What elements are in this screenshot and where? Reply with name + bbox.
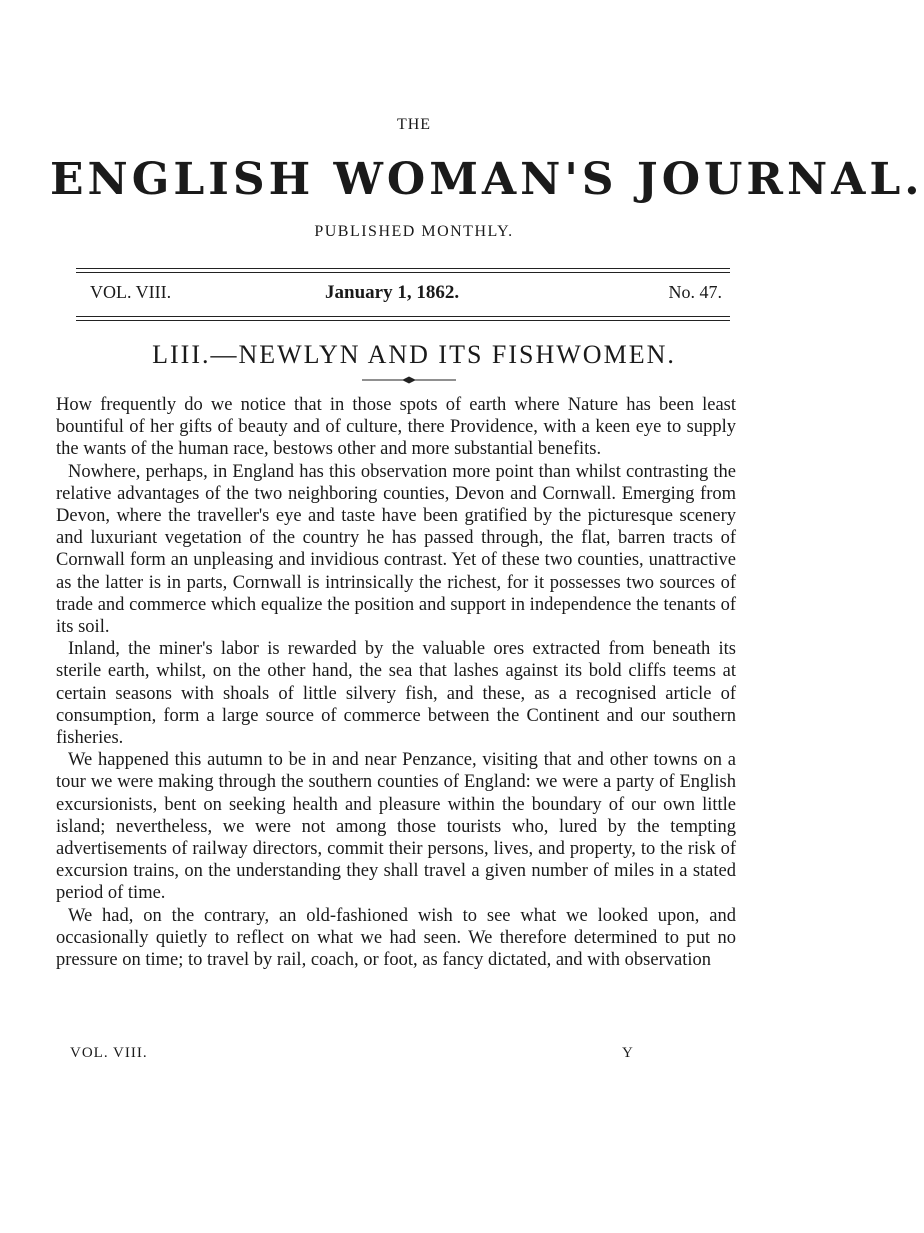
paragraph: Inland, the miner's labor is rewarded by the valuable ores extracted from beneath its sterile earth, whilst, on the other hand, the sea that lashes against its bold cliffs teems at certain seasons with shoals of little silvery fish, and these, as a recognised article of consumption, form a large source of commerce between the Continent and our southern fisheries. bbox=[56, 639, 736, 749]
page-footer bbox=[70, 1045, 670, 1067]
publication-frequency: PUBLISHED MONTHLY. bbox=[314, 223, 514, 240]
paragraph: We happened this autumn to be in and near Penzance, visiting that and other towns on a tour we were making through the southern counties of England: we were a party of English excursionists, bent on seeking health and pleasure within the boundary of our own little island; nevertheless, we were not among those tourists who, lured by the tempting advertisements of railway directors, commit their persons, lives, and property, to the risk of excursion trains, on the understanding they shall travel a given number of miles in a stated period of time. bbox=[56, 750, 736, 904]
title-ornament bbox=[362, 376, 456, 384]
signature-mark: Y bbox=[622, 1045, 634, 1061]
article-title: LIII.—NEWLYN AND ITS FISHWOMEN. bbox=[152, 340, 676, 369]
top-rule-outer bbox=[76, 268, 730, 269]
paragraph: We had, on the contrary, an old-fashioned wish to see what we looked upon, and occasionally quietly to reflect on what we had seen. We therefore determined to put no pressure on time; to travel by rail, coach, or foot, as fancy dictated, and with observation bbox=[56, 905, 736, 971]
issue-info-row bbox=[90, 282, 730, 308]
footer-volume: VOL. VIII. bbox=[70, 1045, 148, 1061]
issue-number: No. 47. bbox=[668, 282, 722, 302]
bottom-rule-outer bbox=[76, 320, 730, 321]
issue-date: January 1, 1862. bbox=[325, 282, 460, 303]
journal-title: ENGLISH WOMAN'S JOURNAL. bbox=[50, 154, 924, 205]
top-rule-inner bbox=[76, 272, 730, 273]
paragraph: Nowhere, perhaps, in England has this observation more point than whilst contrasting the relative advantages of the two neighboring counties, Devon and Cornwall. Emerging from Devon, where the traveller's eye and taste have been gratified by the picturesque scenery and luxuriant vegetation of the country he has passed through, the flat, barren tracts of Cornwall form an unpleasing and invidious contrast. Yet of these two counties, unattractive as the latter is in parts, Cornwall is intrinsically the richest, for it possesses two sources of trade and commerce which equalize the position and support in independence the tenants of its soil. bbox=[56, 461, 736, 638]
article-body bbox=[56, 394, 736, 971]
volume-label: VOL. VIII. bbox=[90, 282, 172, 302]
bottom-rule-inner bbox=[76, 316, 730, 317]
paragraph: How frequently do we notice that in those spots of earth where Nature has been least bountiful of her gifts of beauty and of culture, there Providence, with a keen eye to supply the wants of the human race, bestows other and more substantial benefits. bbox=[56, 395, 736, 460]
masthead-article: THE bbox=[396, 116, 432, 133]
